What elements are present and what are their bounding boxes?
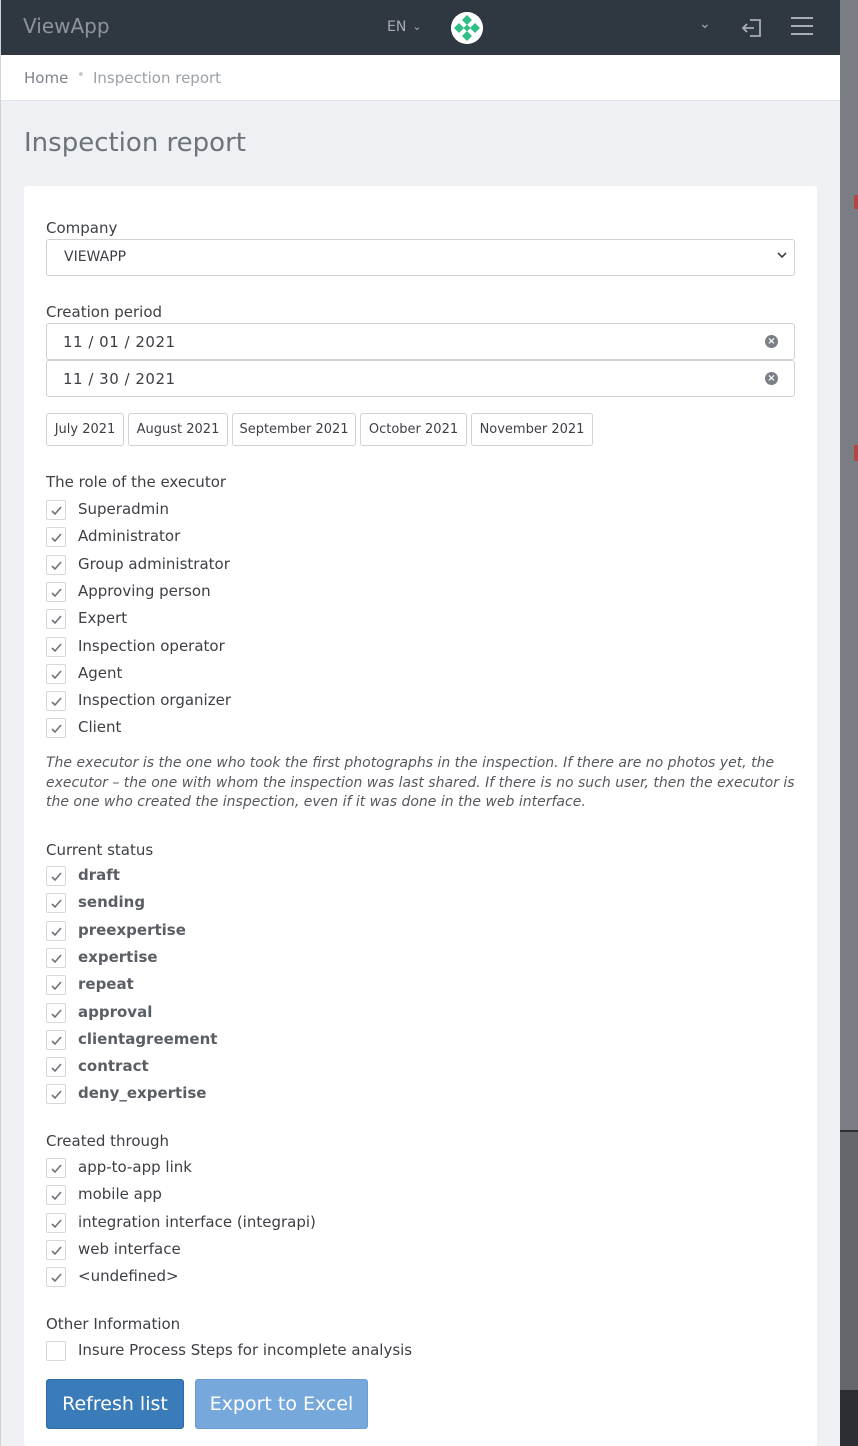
checkbox[interactable] [46, 1341, 66, 1361]
brand-name[interactable]: ViewApp [23, 14, 110, 38]
clear-date-to-icon[interactable]: × [765, 372, 778, 385]
checkbox-label: app-to-app link [78, 1158, 192, 1176]
checkbox[interactable] [46, 948, 66, 968]
checkbox-label: deny_expertise [78, 1084, 207, 1103]
checkbox-label: draft [78, 866, 120, 884]
month-button-september[interactable]: September 2021 [232, 413, 356, 446]
created-through-label: Created through [46, 1132, 170, 1150]
checkbox-label: clientagreement [78, 1029, 218, 1048]
checkbox-label: Superadmin [78, 500, 169, 518]
checkbox-label: integration interface (integrapi) [78, 1212, 316, 1231]
company-select-value: VIEWAPP [64, 249, 127, 265]
checkbox-label: Inspection operator [78, 636, 225, 655]
checkbox-label: repeat [78, 975, 134, 994]
other-information-label: Other Information [46, 1315, 181, 1333]
date-to-value: 11 / 30 / 2021 [63, 370, 176, 388]
checkbox[interactable] [46, 1057, 66, 1077]
breadcrumb-home-link[interactable]: Home [24, 69, 69, 87]
checkmark-icon [50, 586, 63, 599]
checkmark-icon [50, 870, 63, 883]
checkbox-label: expertise [78, 947, 158, 966]
breadcrumb-current: Inspection report [93, 69, 222, 87]
checkbox[interactable] [46, 1213, 66, 1233]
checkmark-icon [50, 952, 63, 965]
checkbox-label: mobile app [78, 1185, 162, 1204]
checkmark-icon [50, 897, 63, 910]
checkmark-icon [50, 1061, 63, 1074]
checkbox[interactable] [46, 975, 66, 995]
chevron-down-icon: ⌄ [412, 20, 422, 33]
checkmark-icon [50, 1217, 63, 1230]
scrollbar-thumb[interactable] [840, 0, 858, 1130]
checkbox[interactable] [46, 866, 66, 886]
checkmark-icon [50, 1271, 63, 1284]
user-menu-chevron-icon[interactable]: ⌄ [699, 16, 711, 32]
checkbox-label: contract [78, 1057, 149, 1076]
checkbox[interactable] [46, 718, 66, 738]
checkmark-icon [50, 1007, 63, 1020]
checkbox[interactable] [46, 500, 66, 520]
checkbox[interactable] [46, 609, 66, 629]
checkbox[interactable] [46, 1003, 66, 1023]
checkmark-icon [50, 559, 63, 572]
checkbox-label: Inspection organizer [78, 691, 231, 710]
checkbox-label: sending [78, 893, 146, 912]
checkbox[interactable] [46, 1084, 66, 1104]
checkmark-icon [50, 668, 63, 681]
scrollbar-marker [854, 445, 858, 461]
chevron-down-icon [776, 249, 788, 264]
month-button-october[interactable]: October 2021 [360, 413, 467, 446]
checkmark-icon [50, 531, 63, 544]
user-avatar[interactable] [451, 12, 483, 44]
checkmark-icon [50, 925, 63, 938]
company-label: Company [46, 219, 118, 237]
checkbox[interactable] [46, 527, 66, 547]
checkbox[interactable] [46, 1240, 66, 1260]
breadcrumb-separator: • [77, 68, 85, 83]
checkbox[interactable] [46, 1158, 66, 1178]
checkmark-icon [50, 1244, 63, 1257]
export-excel-button[interactable]: Export to Excel [195, 1379, 368, 1429]
checkmark-icon [50, 1162, 63, 1175]
checkbox[interactable] [46, 637, 66, 657]
checkbox[interactable] [46, 921, 66, 941]
company-select[interactable] [46, 239, 795, 276]
month-button-november[interactable]: November 2021 [471, 413, 593, 446]
checkbox-label: Client [78, 718, 122, 737]
checkbox-label: preexpertise [78, 920, 186, 939]
language-selector[interactable] [387, 19, 422, 35]
page-title: Inspection report [24, 128, 246, 158]
checkmark-icon [50, 1189, 63, 1202]
date-to-input[interactable] [46, 360, 795, 397]
date-from-input[interactable] [46, 323, 795, 360]
checkbox-label: Administrator [78, 527, 181, 546]
language-label: EN [387, 19, 407, 35]
current-status-label: Current status [46, 841, 154, 859]
checkbox[interactable] [46, 1267, 66, 1287]
checkmark-icon [50, 695, 63, 708]
top-navbar [1, 0, 841, 55]
checkbox-label: Agent [78, 663, 123, 682]
checkmark-icon [50, 1088, 63, 1101]
checkbox[interactable] [46, 582, 66, 602]
scrollbar-thumb-lower [840, 1132, 858, 1390]
month-button-august[interactable]: August 2021 [128, 413, 228, 446]
checkmark-icon [50, 504, 63, 517]
checkbox-label: approval [78, 1002, 153, 1021]
clear-date-from-icon[interactable]: × [765, 335, 778, 348]
company-logo-icon [451, 12, 483, 44]
checkmark-icon [50, 641, 63, 654]
checkbox[interactable] [46, 555, 66, 575]
creation-period-label: Creation period [46, 303, 163, 321]
executor-role-label: The role of the executor [46, 473, 227, 491]
checkbox[interactable] [46, 1030, 66, 1050]
checkbox[interactable] [46, 664, 66, 684]
hamburger-menu-icon[interactable] [791, 17, 813, 35]
checkmark-icon [50, 979, 63, 992]
scrollbar-marker [854, 195, 858, 209]
checkmark-icon [50, 613, 63, 626]
month-button-july[interactable]: July 2021 [46, 413, 124, 446]
checkbox-label: web interface [78, 1239, 181, 1258]
breadcrumb [1, 55, 841, 101]
checkbox[interactable] [46, 893, 66, 913]
checkbox-label: Expert [78, 609, 128, 628]
checkbox[interactable] [46, 691, 66, 711]
logout-icon[interactable] [741, 17, 763, 39]
checkbox-label: <undefined> [78, 1267, 179, 1286]
checkbox-label: Insure Process Steps for incomplete analysis [78, 1341, 413, 1359]
checkbox-label: Group administrator [78, 554, 230, 573]
executor-note: The executor is the one who took the first photographs in the inspection. If there are no photos yet, the executor – the one with whom the inspection was last shared. If there is no such user, then the executor is the one who created the inspection, even if it was done in the web interface. [46, 755, 795, 810]
checkbox[interactable] [46, 1185, 66, 1205]
checkmark-icon [50, 722, 63, 735]
refresh-list-button[interactable]: Refresh list [46, 1379, 184, 1429]
date-from-value: 11 / 01 / 2021 [63, 333, 176, 351]
checkbox-label: Approving person [78, 581, 211, 600]
checkmark-icon [50, 1034, 63, 1047]
